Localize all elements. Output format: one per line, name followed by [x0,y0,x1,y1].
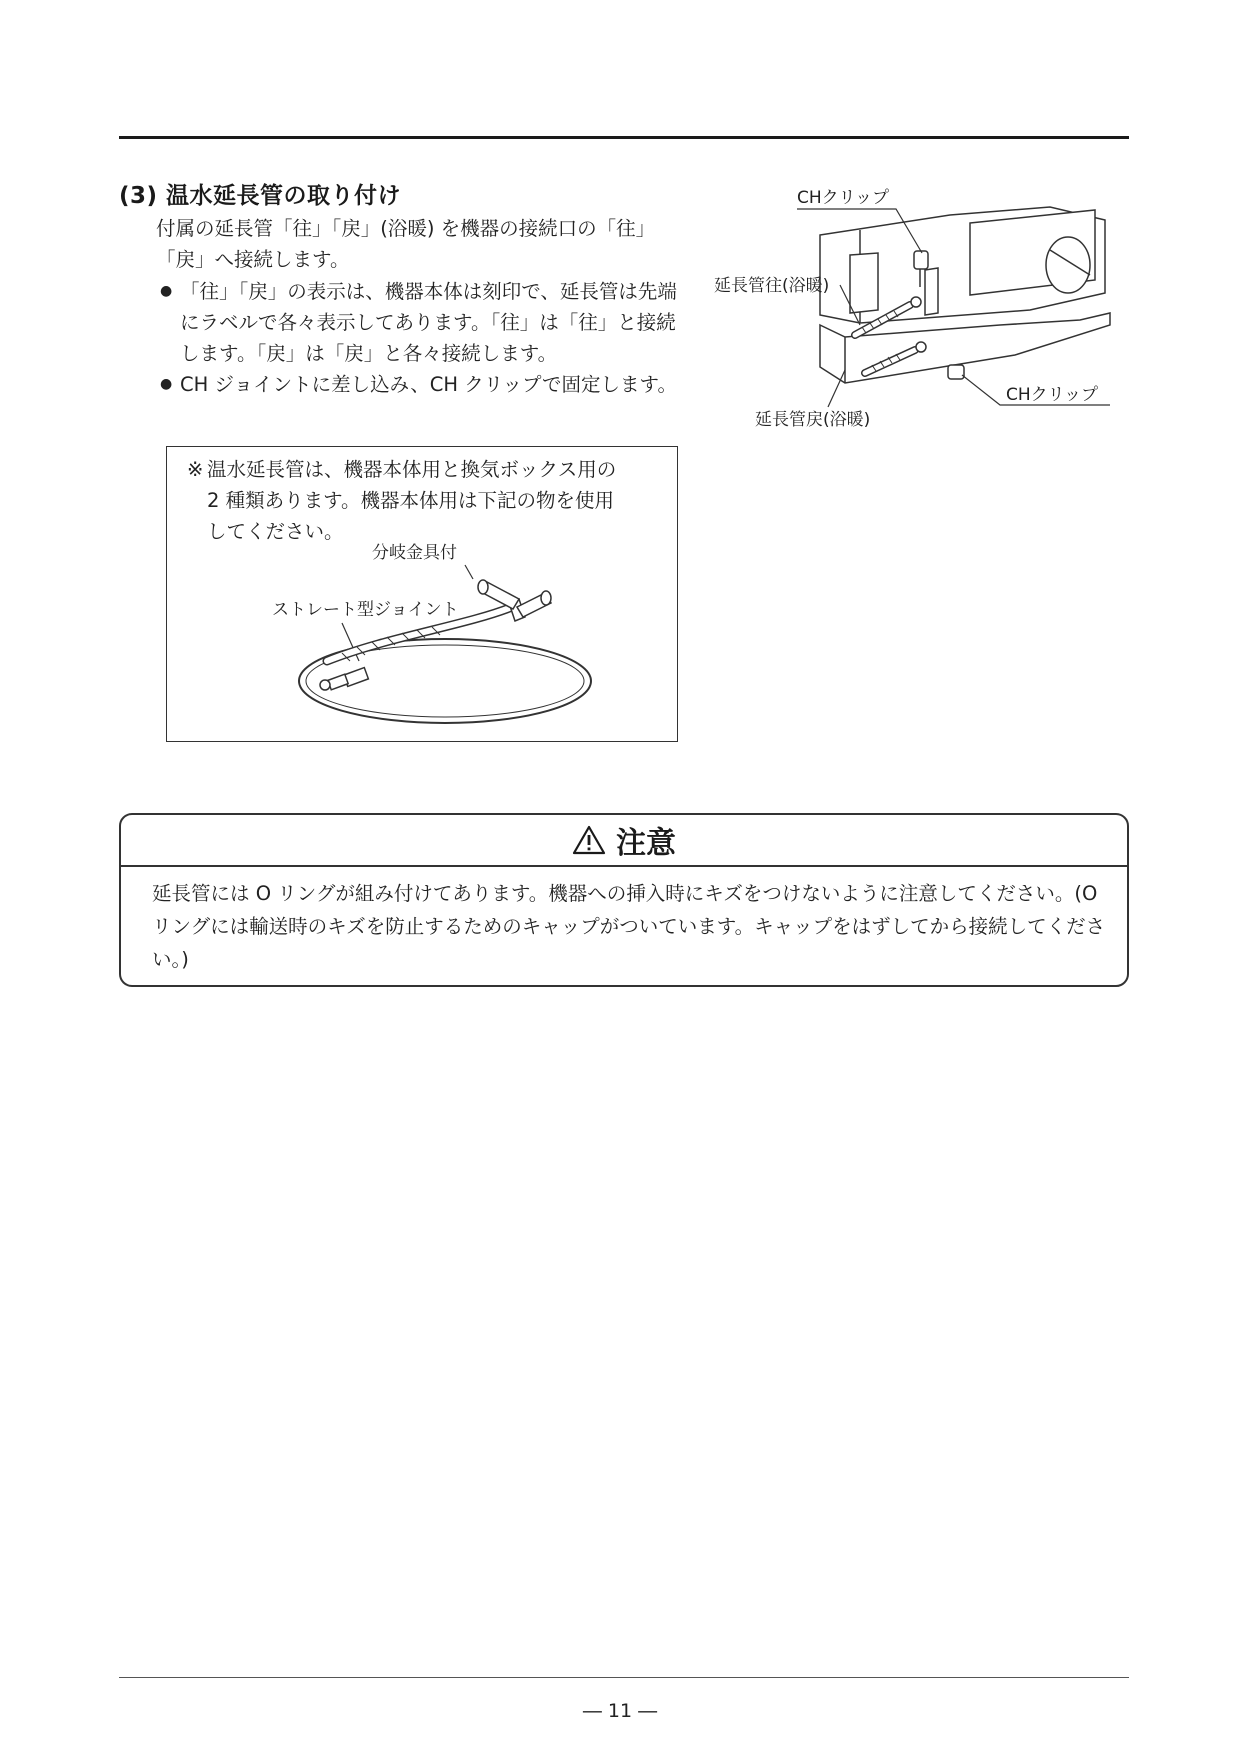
list-item [160,276,680,369]
list-item [160,369,680,400]
hot-water-extension-pipe-illustration [167,447,677,741]
ch-clip-top-label: CHクリップ [797,188,889,208]
note-line: 温水延長管は、機器本体用と換気ボックス用の [207,458,617,481]
return-pipe-label: 延長管戻(浴暖) [755,410,871,430]
caution-box [119,813,1129,987]
warning-triangle-icon [572,825,606,855]
branch-fitting-label: 分岐金具付 [372,543,457,563]
note-mark: ※ [187,458,204,481]
note-line: 2 種類あります。機器本体用は下記の物を使用 [207,489,615,512]
page-number: ― 11 ― [582,1700,658,1722]
caution-header [121,815,1127,867]
straight-joint-label: ストレート型ジョイント [272,600,459,620]
instruction-list [160,276,680,400]
list-item-text: CH ジョイントに差し込み、CH クリップで固定します。 [180,373,677,396]
caution-text: 延長管には O リングが組み付けてあります。機器への挿入時にキズをつけないように注意してください。(O リングには輸送時のキズを防止するためのキャップがついています。キャップをはずしてから接続してください。) [152,882,1106,971]
straight-joint-icon [320,668,368,690]
footer-rule [119,1677,1129,1678]
bath-dryer-unit-icon [820,207,1110,383]
note-box [166,446,678,742]
bullet-mark: ● [160,376,173,392]
section-heading: (3) 温水延長管の取り付け [119,183,402,209]
caution-title: 注意 [616,826,676,861]
header-rule [119,136,1129,139]
intro-paragraph: 付属の延長管「往」「戻」(浴暖) を機器の接続口の「往」「戻」へ接続します。 [156,217,656,271]
bullet-mark: ● [160,283,173,299]
branch-fitting-leader [465,565,473,579]
note-line: してください。 [207,520,344,543]
list-item-text: 「往」「戻」の表示は、機器本体は刻印で、延長管は先端にラベルで各々表示してあります。「往」は「往」と接続します。「戻」は「戻」と各々接続します。 [180,280,677,365]
supply-pipe-label: 延長管往(浴暖) [714,276,830,296]
ch-clip-right-label: CHクリップ [1006,385,1098,405]
unit-connection-diagram [700,175,1120,445]
